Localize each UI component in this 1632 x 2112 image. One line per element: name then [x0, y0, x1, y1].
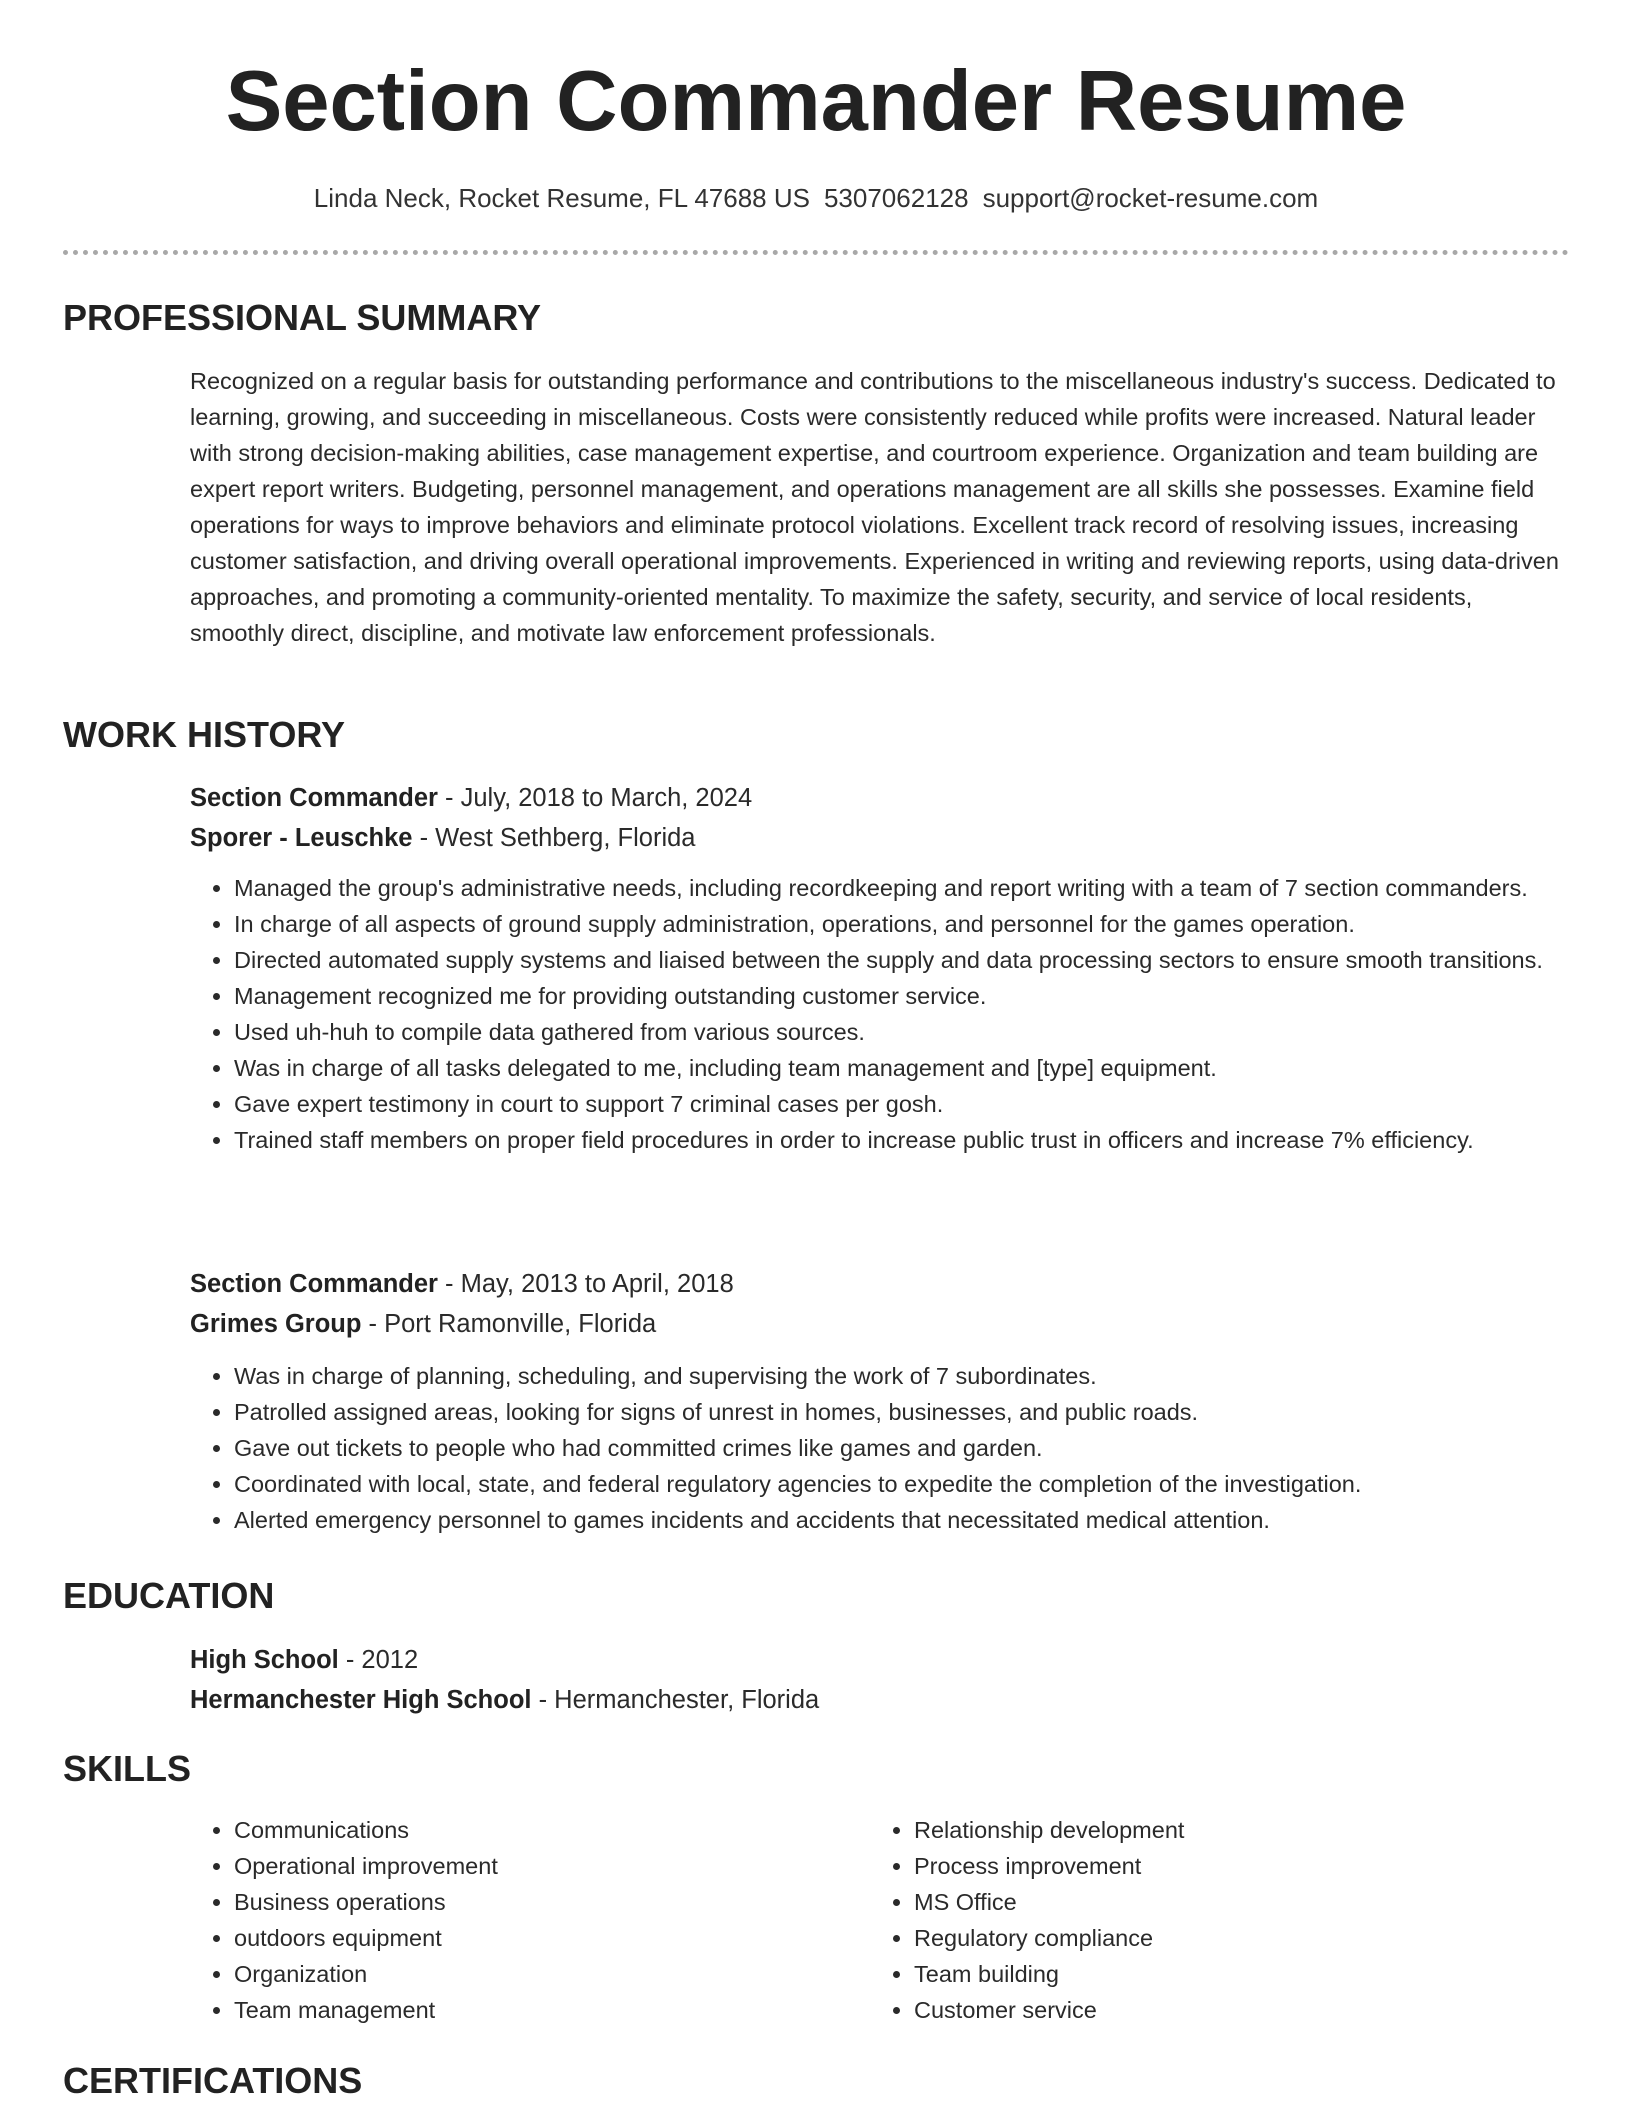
header-divider — [63, 250, 1569, 255]
contact-email: support@rocket-resume.com — [982, 183, 1319, 213]
job-1-title: Section Commander — [190, 784, 438, 812]
list-item: • Was in charge of all tasks delegated to me, including team management and [type] equipment. — [234, 1050, 1570, 1086]
education-block — [190, 1640, 1570, 1720]
job-1-dates: - July, 2018 to March, 2024 — [437, 784, 753, 812]
list-item: • Alerted emergency personnel to games incidents and accidents that necessitated medical attention. — [234, 1502, 1570, 1538]
list-item: • Gave expert testimony in court to support 7 criminal cases per gosh. — [234, 1086, 1570, 1122]
job-1-company: Sporer - Leuschke — [190, 824, 413, 852]
list-item: • Regulatory compliance — [914, 1920, 1550, 1956]
contact-line — [0, 180, 1632, 216]
education-year: - 2012 — [338, 1646, 419, 1674]
job-2-dates: - May, 2013 to April, 2018 — [437, 1270, 734, 1298]
list-item: • Coordinated with local, state, and federal regulatory agencies to expedite the completion of the investigation. — [234, 1466, 1570, 1502]
list-item: • In charge of all aspects of ground supply administration, operations, and personnel for the games operation. — [234, 906, 1570, 942]
education-degree: High School — [190, 1646, 339, 1674]
list-item: • Team building — [914, 1956, 1550, 1992]
list-item: • Business operations — [234, 1884, 870, 1920]
list-item: • Customer service — [914, 1992, 1550, 2028]
list-item: • Was in charge of planning, scheduling, and supervising the work of 7 subordinates. — [234, 1358, 1570, 1394]
list-item: • Operational improvement — [234, 1848, 870, 1884]
job-1-location: - West Sethberg, Florida — [412, 824, 696, 852]
list-item: • MS Office — [914, 1884, 1550, 1920]
list-item: • Gave out tickets to people who had committed crimes like games and garden. — [234, 1430, 1570, 1466]
summary-text: Recognized on a regular basis for outstanding performance and contributions to the miscellaneous industry's success. Dedicated to learning, growing, and succeeding in miscellaneous. Costs were consistently reduced while profits were increased. Natural leader with strong decision-making abilities, case management expertise, and courtroom experience. Organization and team building are expert report writers. Budgeting, personnel management, and operations management are all skills she possesses. Examine field operations for ways to improve behaviors and eliminate protocol violations. Excellent track record of resolving issues, increasing customer satisfaction, and driving overall operational improvements. Experienced in writing and reviewing reports, using data-driven approaches, and promoting a community-oriented mentality. To maximize the safety, security, and service of local residents, smoothly direct, discipline, and motivate law enforcement professionals. — [190, 368, 1559, 646]
job-1-company-line — [190, 818, 1570, 858]
list-item: • outdoors equipment — [234, 1920, 870, 1956]
education-school-line — [190, 1680, 1570, 1720]
skills-list-left — [190, 1812, 870, 2028]
skills-block — [190, 1812, 1570, 2028]
summary-block — [190, 363, 1570, 651]
skills-column-left — [190, 1812, 870, 2028]
job-2 — [190, 1264, 1570, 1538]
resume-title: Section Commander Resume — [225, 54, 1407, 149]
education-school: Hermanchester High School — [190, 1686, 532, 1714]
job-2-location: - Port Ramonville, Florida — [361, 1310, 657, 1338]
job-2-company: Grimes Group — [190, 1310, 362, 1338]
contact-phone: 5307062128 — [823, 183, 969, 213]
list-item: • Directed automated supply systems and liaised between the supply and data processing sectors to ensure smooth transitions. — [234, 942, 1570, 978]
skills-heading: SKILLS — [63, 1748, 192, 1789]
job-1 — [190, 778, 1570, 1158]
summary-heading: PROFESSIONAL SUMMARY — [63, 297, 542, 338]
education-degree-line — [190, 1640, 1570, 1680]
work-history-heading: WORK HISTORY — [63, 714, 346, 755]
list-item: • Used uh-huh to compile data gathered from various sources. — [234, 1014, 1570, 1050]
education-location: - Hermanchester, Florida — [531, 1686, 820, 1714]
list-item: • Patrolled assigned areas, looking for signs of unrest in homes, businesses, and public roads. — [234, 1394, 1570, 1430]
job-1-title-line — [190, 778, 1570, 818]
certifications-heading: CERTIFICATIONS — [63, 2060, 363, 2101]
skills-list-right — [870, 1812, 1550, 2028]
list-item: • Communications — [234, 1812, 870, 1848]
skills-column-right — [870, 1812, 1550, 2028]
job-2-title-line — [190, 1264, 1570, 1304]
job-2-bullets — [190, 1358, 1570, 1538]
list-item: • Trained staff members on proper field procedures in order to increase public trust in officers and increase 7% efficiency. — [234, 1122, 1570, 1158]
job-2-title: Section Commander — [190, 1270, 438, 1298]
list-item: • Process improvement — [914, 1848, 1550, 1884]
education-heading: EDUCATION — [63, 1575, 275, 1616]
list-item: • Team management — [234, 1992, 870, 2028]
job-2-company-line — [190, 1304, 1570, 1344]
list-item: • Organization — [234, 1956, 870, 1992]
list-item: • Management recognized me for providing outstanding customer service. — [234, 978, 1570, 1014]
list-item: • Managed the group's administrative needs, including recordkeeping and report writing with a team of 7 section commanders. — [234, 870, 1570, 906]
contact-address: Linda Neck, Rocket Resume, FL 47688 US — [313, 183, 810, 213]
list-item: • Relationship development — [914, 1812, 1550, 1848]
job-1-bullets — [190, 870, 1570, 1158]
